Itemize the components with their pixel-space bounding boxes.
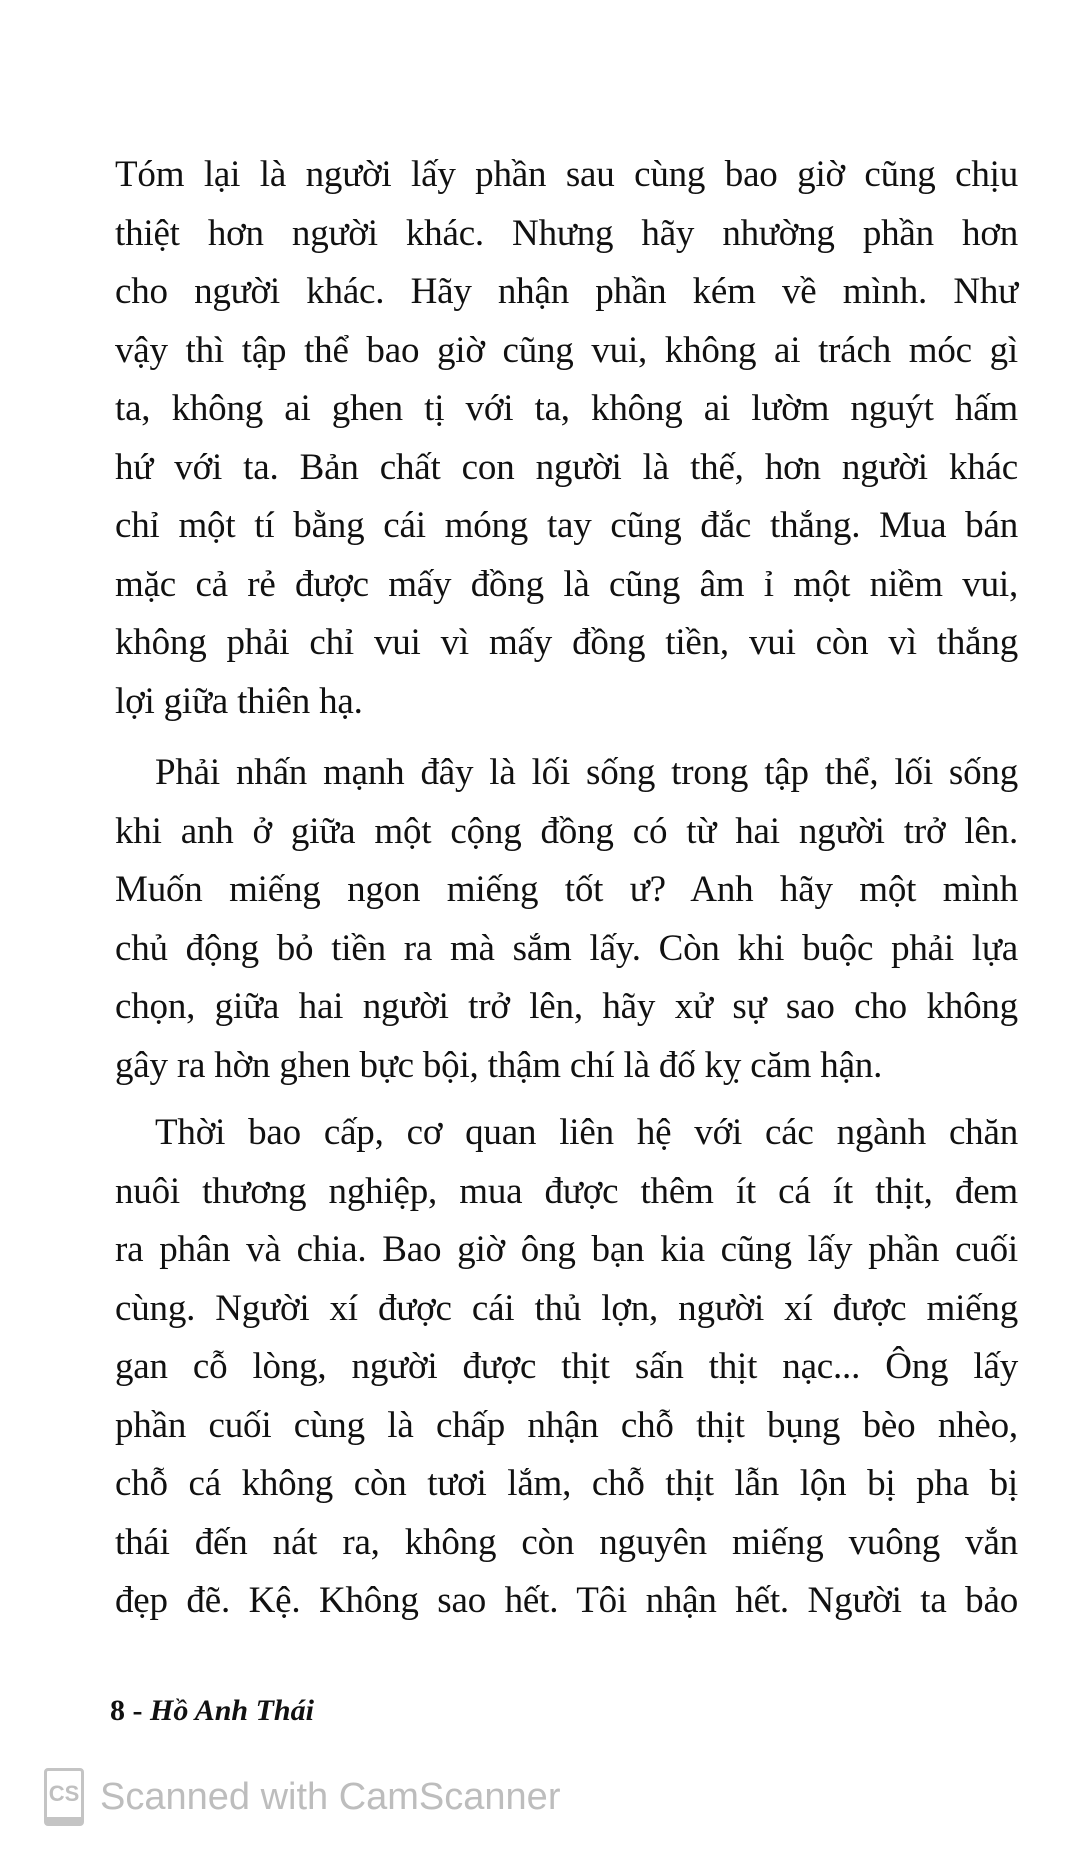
text-line: không phải chỉ vui vì mấy đồng tiền, vui còn vì thắng bbox=[115, 622, 1018, 663]
paragraph-1 bbox=[115, 146, 1018, 731]
text-line: phần cuối cùng là chấp nhận chỗ thịt bụng bèo nhèo, bbox=[115, 1404, 1018, 1446]
text-line: chọn, giữa hai người trở lên, hãy xử sự sao cho không bbox=[115, 986, 1018, 1027]
page-number: 8 - bbox=[110, 1694, 150, 1727]
camscanner-watermark bbox=[44, 1768, 560, 1826]
paragraph-3 bbox=[115, 1104, 1018, 1631]
text-line: cho người khác. Hãy nhận phần kém về mình. Như bbox=[115, 271, 1018, 312]
text-line: chỉ một tí bằng cái móng tay cũng đắc thắng. Mua bán bbox=[115, 505, 1018, 546]
text-line: lợi giữa thiên hạ. bbox=[115, 680, 363, 722]
page-footer bbox=[110, 1694, 314, 1728]
text-line: Muốn miếng ngon miếng tốt ư? Anh hãy một mình bbox=[115, 869, 1018, 910]
text-line: Tóm lại là người lấy phần sau cùng bao giờ cũng chịu bbox=[115, 154, 1018, 195]
text-line: gây ra hờn ghen bực bội, thậm chí là đố kỵ căm hận. bbox=[115, 1044, 883, 1086]
text-line: ta, không ai ghen tị với ta, không ai lườm nguýt hấm bbox=[115, 388, 1018, 429]
text-line: Thời bao cấp, cơ quan liên hệ với các ngành chăn bbox=[155, 1112, 1018, 1153]
watermark-text: Scanned with CamScanner bbox=[100, 1775, 561, 1818]
text-line: mặc cả rẻ được mấy đồng là cũng âm ỉ một niềm vui, bbox=[115, 563, 1018, 605]
paragraph-2 bbox=[115, 744, 1018, 1095]
camscanner-logo-icon: CS bbox=[44, 1768, 84, 1826]
text-line: hứ với ta. Bản chất con người là thế, hơn người khác bbox=[115, 446, 1018, 488]
text-line: thái đến nát ra, không còn nguyên miếng vuông vắn bbox=[115, 1521, 1018, 1563]
text-line: chỗ cá không còn tươi lắm, chỗ thịt lẫn lộn bị pha bị bbox=[115, 1463, 1018, 1504]
text-line: chủ động bỏ tiền ra mà sắm lấy. Còn khi buộc phải lựa bbox=[115, 927, 1018, 969]
text-line: ra phân và chia. Bao giờ ông bạn kia cũng lấy phần cuối bbox=[115, 1229, 1018, 1270]
text-line: Phải nhấn mạnh đây là lối sống trong tập thể, lối sống bbox=[155, 752, 1018, 793]
text-line: cùng. Người xí được cái thủ lợn, người xí được miếng bbox=[115, 1287, 1018, 1329]
text-line: gan cỗ lòng, người được thịt sấn thịt nạc... Ông lấy bbox=[115, 1346, 1018, 1387]
text-line: vậy thì tập thể bao giờ cũng vui, không ai trách móc gì bbox=[115, 329, 1018, 371]
text-line: đẹp đẽ. Kệ. Không sao hết. Tôi nhận hết. Người ta bảo bbox=[115, 1580, 1018, 1621]
text-line: thiệt hơn người khác. Nhưng hãy nhường phần hơn bbox=[115, 212, 1018, 254]
author-name: Hồ Anh Thái bbox=[150, 1694, 314, 1727]
text-line: nuôi thương nghiệp, mua được thêm ít cá ít thịt, đem bbox=[115, 1170, 1018, 1212]
text-line: khi anh ở giữa một cộng đồng có từ hai người trở lên. bbox=[115, 810, 1018, 852]
